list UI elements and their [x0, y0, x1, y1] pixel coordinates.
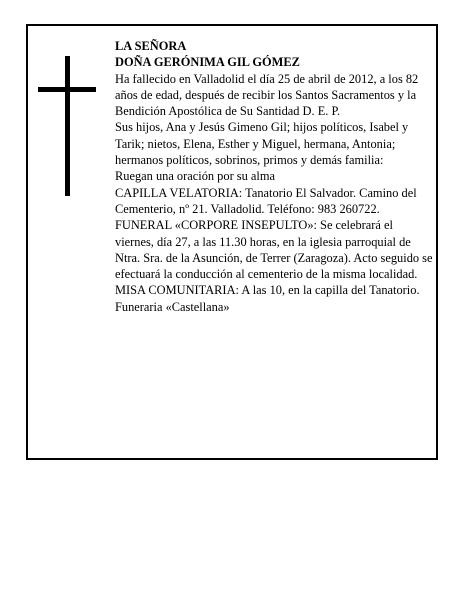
- family-list: Sus hijos, Ana y Jesús Gimeno Gil; hijos políticos, Isabel y Tarik; nietos, Elena, Esther y Miguel, hermana, Antonia; hermanos políticos, sobrinos, primos y demás familia:: [115, 120, 409, 168]
- deceased-name: DOÑA GERÓNIMA GIL GÓMEZ: [115, 55, 300, 70]
- cross-icon: [38, 56, 96, 196]
- cross-horizontal-bar: [38, 87, 96, 92]
- cross-vertical-bar: [65, 56, 70, 196]
- funeral-info: FUNERAL «CORPORE INSEPULTO»: Se celebrará el viernes, día 27, a las 11.30 horas, en la iglesia parroquial de Ntra. Sra. de la Asunción, de Terrer (Zaragoza). Acto seguido se efectuará la conducción al cementerio de la misma localidad.: [115, 218, 433, 282]
- mass-info: MISA COMUNITARIA: A las 10, en la capilla del Tanatorio.: [115, 283, 420, 298]
- notice-header: LA SEÑORA: [115, 39, 187, 53]
- death-announcement: Ha fallecido en Valladolid el día 25 de abril de 2012, a los 82 años de edad, después de recibir los Santos Sacramentos y la Bendición Apostólica de Su Santidad D. E. P.: [115, 71, 419, 119]
- prayer-request: Ruegan una oración por su alma: [115, 169, 275, 184]
- funeral-home: Funeraria «Castellana»: [115, 299, 230, 314]
- obituary-text: [115, 38, 433, 315]
- chapel-info: CAPILLA VELATORIA: Tanatorio El Salvador. Camino del Cementerio, nº 21. Valladolid. Teléfono: 983 260722.: [115, 185, 417, 216]
